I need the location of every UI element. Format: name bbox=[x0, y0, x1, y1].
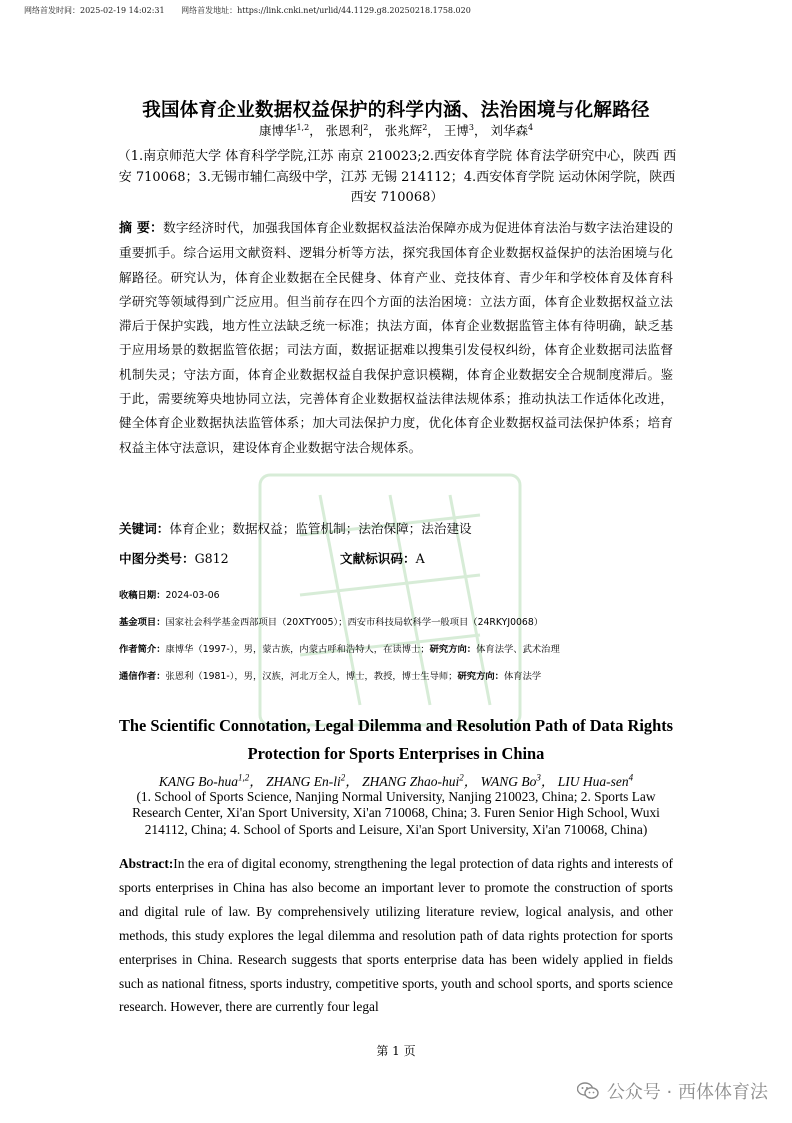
corresponding-value: 张恩利（1981-），男，汉族，河北万全人，博士，教授，博士生导师； bbox=[165, 671, 458, 682]
author-affiliation-mark: 2 bbox=[459, 772, 464, 783]
english-abstract-text: In the era of digital economy, strengthening the legal protection of data rights and interests of sports enterprises in China has also become an important lever to promote the construction of sports and digital rule of law. By comprehensively utilizing literature review, logical analysis, and other methods, this study explores the legal dilemma and resolution path of data rights protection for sports enterprises in China. Research suggests that sports enterprise data has been widely applied in fields such as national fitness, sports industry, competitive sports, youth and school sports, and sports science research. However, there are currently four legal bbox=[119, 856, 673, 1015]
fund-value: 国家社会科学基金西部项目（20XTY005）；西安市科技局软科学一般项目（24RKYJ0068） bbox=[165, 617, 544, 628]
keywords-label: 关键词： bbox=[119, 521, 170, 536]
author-bio-value: 康博华（1997-），男，蒙古族，内蒙古呼和浩特人，在读博士； bbox=[165, 644, 430, 655]
author-name: 张兆辉 bbox=[384, 123, 423, 138]
author-affiliation-mark: 1,2 bbox=[238, 772, 250, 783]
author-affiliation-mark: 1,2 bbox=[296, 122, 310, 132]
author-name: ZHANG Zhao-hui bbox=[362, 774, 460, 789]
publication-time: 网络首发时间：2025-02-19 14:02:31 bbox=[24, 6, 165, 15]
author-affiliation-mark: 4 bbox=[527, 122, 534, 132]
author-affiliation-mark: 2 bbox=[340, 772, 346, 783]
author-affiliation-mark: 2 bbox=[422, 122, 428, 132]
author-name: KANG Bo-hua bbox=[158, 774, 239, 789]
corresponding-direction-value: 体育法学 bbox=[503, 671, 542, 682]
wechat-icon bbox=[577, 1082, 599, 1100]
english-affiliations: (1. School of Sports Science, Nanjing Normal University, Nanjing 210023, China; 2. Sports Law Research Center, Xi'an Sport University, Xi'an 710068, China; 3. Furen Senior High School, Wuxi 214112, China; 4. School of Sports and Leisure, Xi'an Sport University, Xi'an 710068, China) bbox=[132, 789, 660, 837]
abstract-text: 数字经济时代，加强我国体育企业数据权益法治保障亦成为促进体育法治与数字法治建设的重要抓手。综合运用文献资料、逻辑分析等方法，探究我国体育企业数据权益保护的法治困境与化解路径。研究认为，体育企业数据在全民健身、体育产业、竞技体育、青少年和学校体育及体育科学研究等领域得到广泛应用。但当前存在四个方面的法治困境：立法方面，体育企业数据权益立法滞后于保护实践，地方性立法缺乏统一标准；执法方面，体育企业数据监管主体有待明确，缺乏基于应用场景的数据监管依据；司法方面，数据证据难以搜集引发侵权纠纷，体育企业数据司法监督机制失灵；守法方面，体育企业数据权益自我保护意识模糊，体育企业数据安全合规制度滞后。鉴于此，需要统筹央地协同立法，完善体育企业数据权益法律法规体系；推动执法工作适体化改进，健全体育企业数据执法监管体系；加大司法保护力度，优化体育企业数据权益司法保护体系；培育权益主体守法意识，建设体育企业数据守法合规体系。 bbox=[119, 220, 673, 455]
received-date bbox=[119, 587, 220, 601]
document-code bbox=[340, 548, 425, 567]
english-title-line-2: Protection for Sports Enterprises in China bbox=[247, 744, 545, 763]
research-direction-value: 体育法学、武术治理 bbox=[476, 644, 560, 655]
keywords bbox=[119, 518, 472, 537]
author-affiliation-mark: 2 bbox=[363, 122, 369, 132]
docid-value: A bbox=[415, 551, 425, 566]
author-bio bbox=[119, 641, 560, 655]
author-name: LIU Hua-sen bbox=[557, 774, 629, 789]
received-value: 2024-03-06 bbox=[165, 590, 220, 601]
author-name: 张恩利 bbox=[325, 123, 364, 138]
english-abstract-label: Abstract: bbox=[119, 856, 174, 871]
wechat-watermark bbox=[577, 1078, 768, 1104]
english-title-line-1: The Scientific Connotation, Legal Dilemma and Resolution Path of Data Rights bbox=[118, 716, 674, 735]
class-label: 中图分类号： bbox=[119, 551, 195, 566]
abstract-label: 摘 要： bbox=[119, 221, 164, 236]
online-publication-header bbox=[24, 5, 485, 16]
chinese-authors: 康博华$^{1,2}$， 张恩利$^2$， 张兆辉$^2$， 王博$^3$， 刘华森$^4$ bbox=[258, 122, 534, 138]
docid-label: 文献标识码： bbox=[340, 551, 416, 566]
keywords-text: 体育企业；数据权益；监管机制；法治保障；法治建设 bbox=[169, 521, 472, 536]
fund-label: 基金项目： bbox=[119, 617, 166, 628]
watermark-text: 公众号 · 西体体育法 bbox=[606, 1082, 768, 1103]
author-affiliation-mark: 3 bbox=[468, 122, 474, 132]
research-direction-label: 研究方向： bbox=[429, 644, 477, 655]
class-value: G812 bbox=[194, 551, 229, 566]
publication-url[interactable]: 网络首发地址：https://link.cnki.net/urlid/44.1129.g8.20250218.1758.020 bbox=[181, 6, 471, 15]
corresponding-direction-label: 研究方向： bbox=[457, 671, 504, 682]
received-label: 收稿日期： bbox=[119, 590, 166, 601]
chinese-title: 我国体育企业数据权益保护的科学内涵、法治困境与化解路径 bbox=[142, 100, 650, 121]
author-name: WANG Bo bbox=[480, 774, 537, 789]
page-number: 第 1 页 bbox=[376, 1044, 416, 1058]
author-affiliation-mark: 4 bbox=[628, 772, 634, 783]
english-title bbox=[100, 712, 692, 768]
chinese-affiliations: （1.南京师范大学 体育科学学院,江苏 南京 210023;2.西安体育学院 体育法学研究中心，陕西 西安 710068；3.无锡市辅仁高级中学，江苏 无锡 214112；4.西安体育学院 运动休闲学院，陕西 西安 710068） bbox=[117, 149, 677, 205]
author-name: 康博华 bbox=[258, 123, 297, 138]
author-name: 刘华森 bbox=[490, 123, 528, 138]
classification-line bbox=[119, 548, 425, 567]
cnki-watermark-stamp bbox=[240, 455, 540, 745]
author-affiliation-mark: 3 bbox=[536, 772, 541, 783]
corresponding-label: 通信作者： bbox=[119, 671, 166, 682]
fund-info bbox=[119, 614, 543, 628]
author-bio-label: 作者简介： bbox=[119, 644, 166, 655]
english-abstract bbox=[119, 852, 673, 1019]
chinese-abstract bbox=[119, 216, 673, 460]
corresponding-author bbox=[119, 668, 541, 682]
author-name: 王博 bbox=[443, 123, 469, 138]
english-authors: KANG Bo-hua$^{1,2}$， ZHANG $En-li^2$， ZHANG Zhao-hui$^2$， WANG Bo$^3$， LIU Hua-sen$^4$ bbox=[158, 772, 634, 789]
author-name: ZHANG En-li bbox=[266, 774, 341, 789]
